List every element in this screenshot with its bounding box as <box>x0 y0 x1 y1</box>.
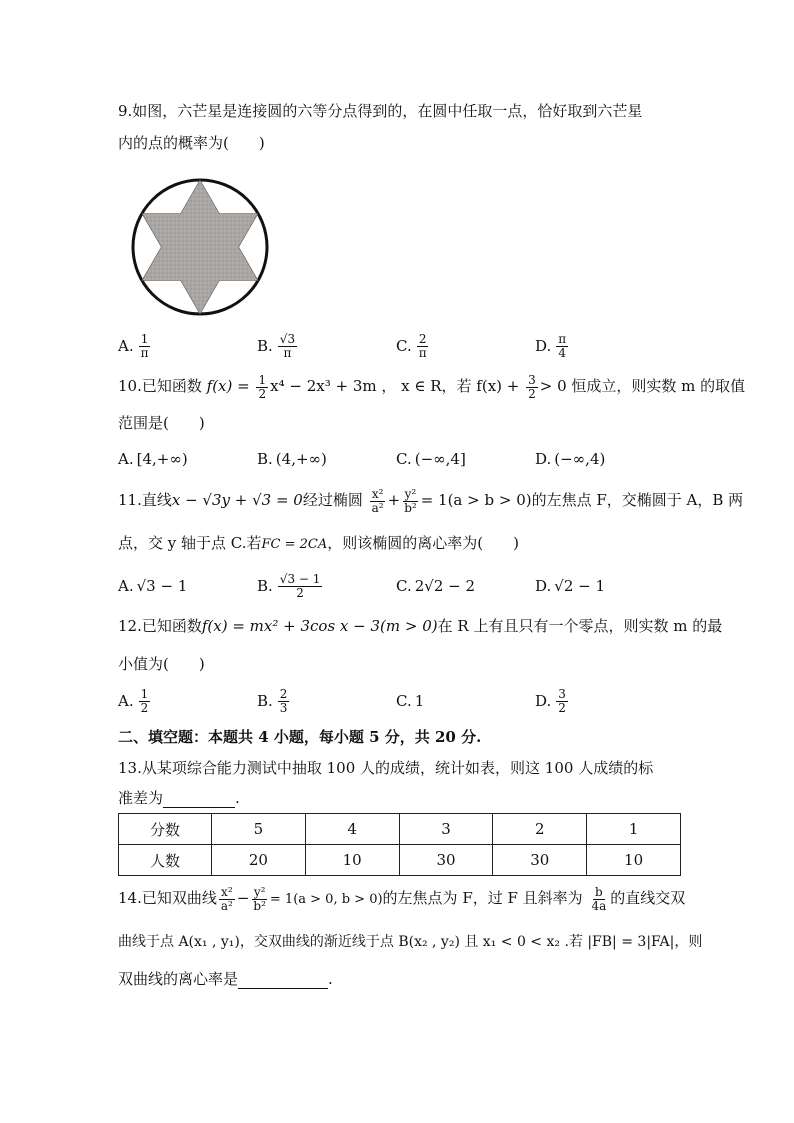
q13-stem-line2: 准差为 . <box>118 789 240 807</box>
q10-stem-line1: 10.已知函数 f(x) = $\frac{1}{2}$ x⁴ − 2x³ + 3m ， x ∈ R，若 f(x) + $\frac{3}{2}$ > 0 恒成立，则实数 m 的取值 <box>118 372 746 401</box>
q12-stem-line1: 12.已知函数f(x) = mx² + 3cos x − 3(m > 0)在 R 上有且只有一个零点，则实数 m 的最 <box>118 617 723 635</box>
table-cell: 分数 <box>119 814 212 845</box>
q12-option-c[interactable]: C. 1 <box>396 692 425 710</box>
table-row <box>119 814 681 845</box>
table-row <box>119 845 681 876</box>
q11-option-a[interactable]: A. √3 − 1 <box>118 577 188 595</box>
q12-option-a[interactable]: A. $\frac{1}{2}$ <box>118 686 149 715</box>
table-cell: 20 <box>212 845 306 876</box>
q13-answer-blank[interactable] <box>163 791 235 808</box>
q11-options <box>118 566 678 606</box>
hexagram-svg <box>130 176 270 318</box>
table-cell: 2 <box>493 814 587 845</box>
q14-stem-line2: 曲线于点 A(x₁ , y₁)，交双曲线的渐近线于点 B(x₂ , y₂) 且 x₁ < 0 < x₂ .若 |FB| = 3|FA|，则 <box>118 934 703 950</box>
section-heading-fill-in: 二、填空题：本题共 4 小题，每小题 5 分，共 20 分. <box>118 728 482 746</box>
table-cell: 30 <box>493 845 587 876</box>
table-cell: 30 <box>399 845 493 876</box>
q9-options <box>118 331 678 361</box>
q10-options <box>118 444 678 474</box>
q9-stem-line1: 9.如图，六芒星是连接圆的六等分点得到的，在圆中任取一点，恰好取到六芒星 <box>118 102 643 120</box>
q9-option-c[interactable]: C. $\frac{2}{\pi}$ <box>396 331 427 360</box>
table-cell: 10 <box>305 845 399 876</box>
q9-option-d[interactable]: D. $\frac{\pi}{4}$ <box>535 331 567 360</box>
q13-stem-line1: 13.从某项综合能力测试中抽取 100 人的成绩，统计如表，则这 100 人成绩的标 <box>118 759 654 777</box>
q12-options <box>118 684 678 718</box>
score-table <box>118 813 681 876</box>
table-cell: 1 <box>587 814 681 845</box>
q12-option-b[interactable]: B. $\frac{2}{3}$ <box>257 686 288 715</box>
table-cell: 4 <box>305 814 399 845</box>
q14-answer-blank[interactable] <box>238 972 328 989</box>
table-cell: 10 <box>587 845 681 876</box>
q11-stem-line2: 点，交 y 轴于点 C.若FC = 2CA，则该椭圆的离心率为( ) <box>118 534 519 552</box>
q9-stem-line2: 内的点的概率为( ) <box>118 134 265 152</box>
q11-stem-line1: 11.直线x − √3y + √3 = 0经过椭圆 $\frac{\text{x²}}{\text{a²}}$ + $\frac{\text{y²}}{\text{b²}}$ = 1(a > b > 0)的左焦点 F，交椭圆于 A，B 两 <box>118 486 744 515</box>
q9-option-a[interactable]: A. $\frac{1}{\pi}$ <box>118 331 149 360</box>
hexagram-figure <box>130 176 270 322</box>
q10-option-b[interactable]: B. (4,+∞) <box>257 450 327 468</box>
q10-option-a[interactable]: A. [4,+∞) <box>118 450 188 468</box>
q11-option-c[interactable]: C. 2√2 − 2 <box>396 577 476 595</box>
q14-stem-line3: 双曲线的离心率是 . <box>118 970 333 988</box>
table-cell: 人数 <box>119 845 212 876</box>
q10-stem-line2: 范围是( ) <box>118 414 205 432</box>
q11-option-d[interactable]: D. √2 − 1 <box>535 577 606 595</box>
q11-option-b[interactable]: B. $\frac{√3 - 1}{2}$ <box>257 571 321 600</box>
q10-option-d[interactable]: D. (−∞,4) <box>535 450 606 468</box>
q12-stem-line2: 小值为( ) <box>118 655 205 673</box>
q10-option-c[interactable]: C. (−∞,4] <box>396 450 466 468</box>
hexagram-star <box>142 180 258 314</box>
q14-stem-line1: 14.已知双曲线 $\frac{\text{x²}}{\text{a²}}$ − $\frac{\text{y²}}{\text{b²}}$ = 1(a > 0, b > 0)的左焦点为 F，过 F 且斜率为 $\frac{b}{4a}$ 的直线交双 <box>118 884 686 913</box>
q9-option-b[interactable]: B. $\frac{√3}{\pi}$ <box>257 331 296 360</box>
q12-option-d[interactable]: D. $\frac{3}{2}$ <box>535 686 566 715</box>
table-cell: 3 <box>399 814 493 845</box>
table-cell: 5 <box>212 814 306 845</box>
